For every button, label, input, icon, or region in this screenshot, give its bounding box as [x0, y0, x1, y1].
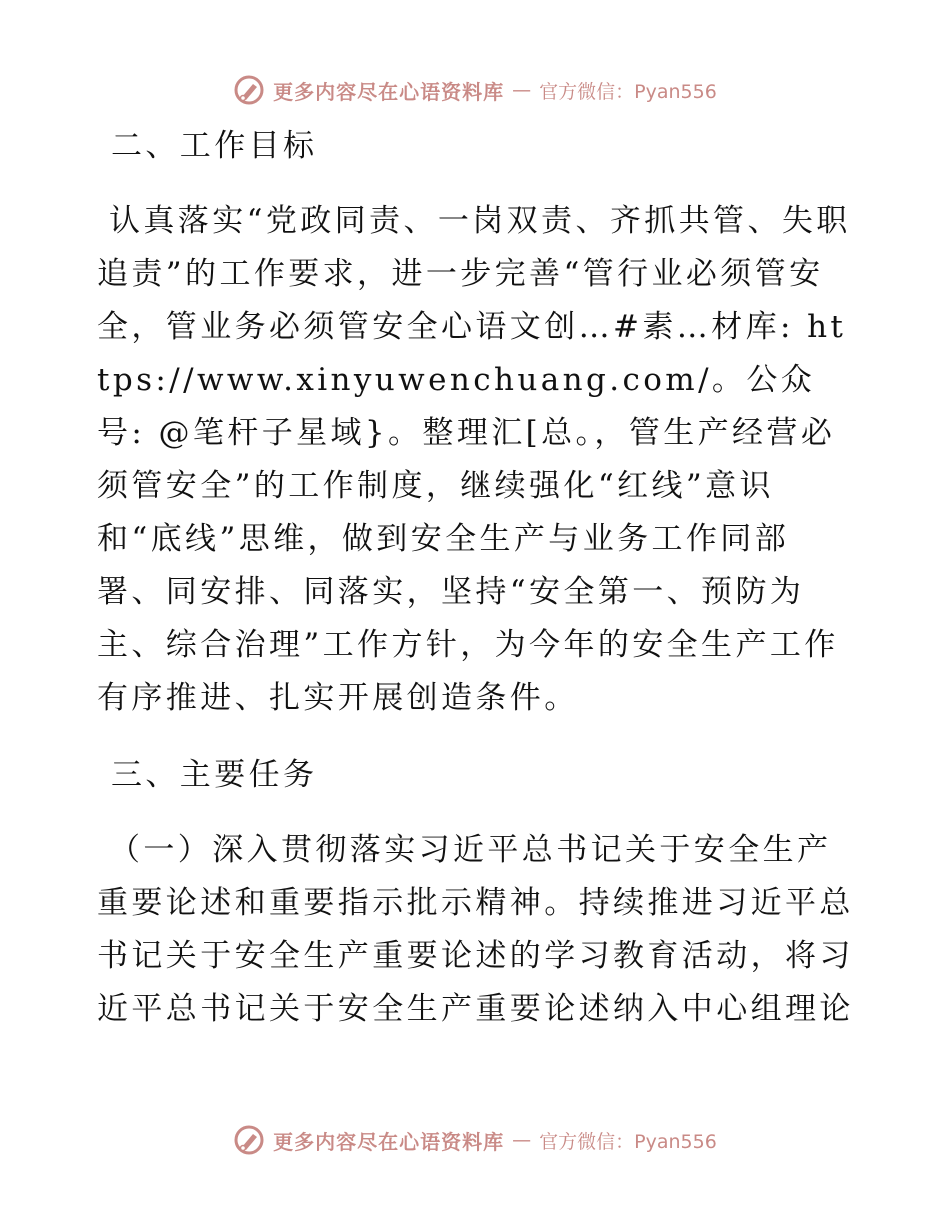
watermark-header [0, 70, 950, 110]
pen-logo-icon [233, 1124, 265, 1156]
watermark-dash: — [512, 1129, 532, 1151]
watermark-dash: — [512, 79, 532, 101]
section-heading-goals: 二、工作目标 [111, 128, 318, 164]
watermark-footer [0, 1120, 950, 1160]
watermark-sub-text: 官方微信：Pyan556 [539, 1130, 717, 1153]
watermark-main-text: 更多内容尽在心语资料库 [273, 79, 505, 104]
paragraph-goals: 认真落实“党政同责、一岗双责、齐抓共管、失职追责”的工作要求，进一步完善“管行业必须管安全，管业务必须管安全心语文创…#素…材库: https://www.xinyuwenchuang.com/。公众号: @笔杆子星域}。整理汇[总。，管生产经营必须管安全”的工作制度，继续强化“红线”意识和“底线”思维，做到安全生产与业务工作同部署、同安排、同落实，坚持“安全第一、预防为主、综合治理”工作方针，为今年的安全生产工作有序推进、扎实开展创造条件。 [97, 203, 851, 716]
pen-logo-icon [233, 74, 265, 106]
watermark-sub-text: 官方微信：Pyan556 [539, 80, 717, 103]
section-heading-tasks: 三、主要任务 [111, 757, 318, 793]
document-body [97, 120, 857, 1036]
watermark-main-text: 更多内容尽在心语资料库 [273, 1129, 505, 1154]
paragraph-task-1: （一）深入贯彻落实习近平总书记关于安全生产重要论述和重要指示批示精神。持续推进习近平总书记关于安全生产重要论述的学习教育活动，将习近平总书记关于安全生产重要论述纳入中心组理论 [97, 832, 854, 1027]
